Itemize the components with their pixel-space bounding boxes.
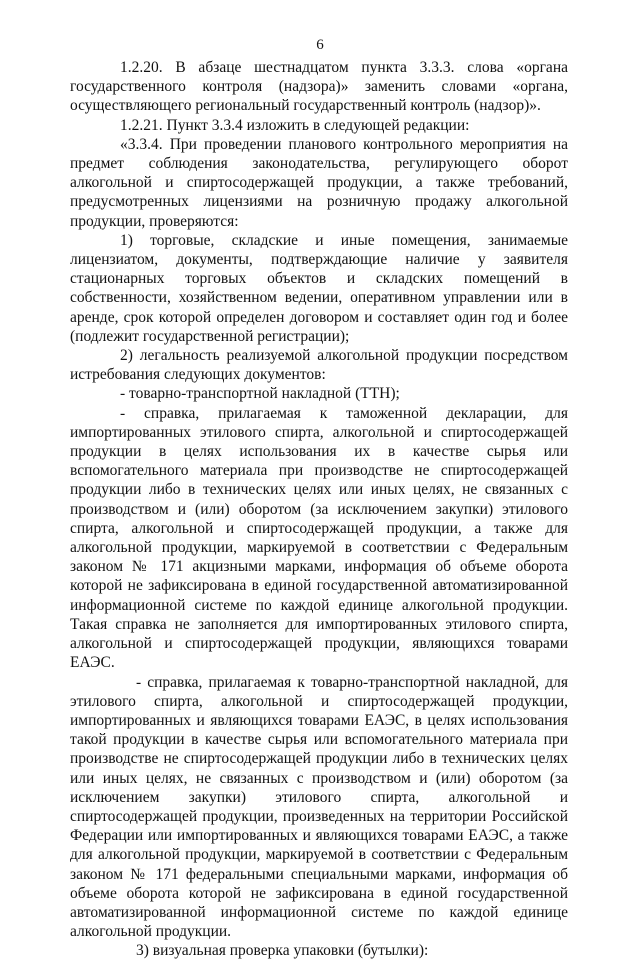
list-item-3: 3) визуальная проверка упаковки (бутылки): [136, 942, 429, 960]
document-body [70, 58, 568, 961]
list-item-1: 1) торговые, складские и иные помещения, занимаемые лицензиатом, документы, подтверждающие наличие у заявителя стационарных торговых объектов и складских помещений в собственности, хозяйственном ведении, оперативном управлении или в аренде, срок которой определен договором и составляет один год и более (подлежит государственной регистрации); [70, 231, 568, 345]
paragraph-1-2-20: 1.2.20. В абзаце шестнадцатом пункта 3.3.3. слова «органа государственного контроля (надзора)» заменить словами «органа, осуществляющего региональный государственный контроль (надзор)». [70, 59, 568, 115]
list-subitem-ttn-certificate: - справка, прилагаемая к товарно-транспортной накладной, для этилового спирта, алкогольной и спиртосодержащей продукции, импортированных и являющихся товарами ЕАЭС, в целях использования такой продукции в качестве сырья или вспомогательного материала при производстве не спиртосодержащей продукции либо в технических целях или иных целях, не связанных с производством и (или) оборотом (за исключением закупки) этилового спирта, алкогольной и спиртосодержащей продукции, произведенных на территории Российской Федерации или импортированных и являющихся товарами ЕАЭС, а также для алкогольной продукции, маркируемой в соответствии с Федеральным законом № 171 федеральными специальными марками, информация об объеме оборота которой не зафиксирована в единой государственной автоматизированной информационной системе по каждой единице алкогольной продукции. [70, 673, 568, 941]
page-number: 6 [316, 37, 324, 53]
list-subitem-customs-certificate: - справка, прилагаемая к таможенной декларации, для импортированных этилового спирта, алкогольной и спиртосодержащей продукции в целях использования их в качестве сырья или вспомогательного материала при производстве не спиртосодержащей продукции либо в технических целях или иных целях, не связанных с производством и (или) оборотом (за исключением закупки) этилового спирта, алкогольной и спиртосодержащей продукции, а также для алкогольной продукции, маркируемой в соответствии с Федеральным законом № 171 акцизными марками, информация об объеме оборота которой не зафиксирована в единой государственной автоматизированной информационной системе по каждой единице алкогольной продукции. Такая справка не заполняется для импортированных этилового спирта, алкогольной и спиртосодержащей продукции, являющихся товарами ЕАЭС. [70, 404, 568, 672]
paragraph-3-3-4: «3.3.4. При проведении планового контрольного мероприятия на предмет соблюдения законодательства, регулирующего оборот алкогольной и спиртосодержащей продукции, а также требований, предусмотренных лицензиями на розничную продажу алкогольной продукции, проверяются: [70, 135, 568, 230]
paragraph-1-2-21: 1.2.21. Пункт 3.3.4 изложить в следующей редакции: [120, 116, 470, 134]
list-item-2: 2) легальность реализуемой алкогольной продукции посредством истребования следующих документов: [70, 347, 568, 384]
list-subitem-ttn: - товарно-транспортной накладной (ТТН); [120, 385, 400, 403]
